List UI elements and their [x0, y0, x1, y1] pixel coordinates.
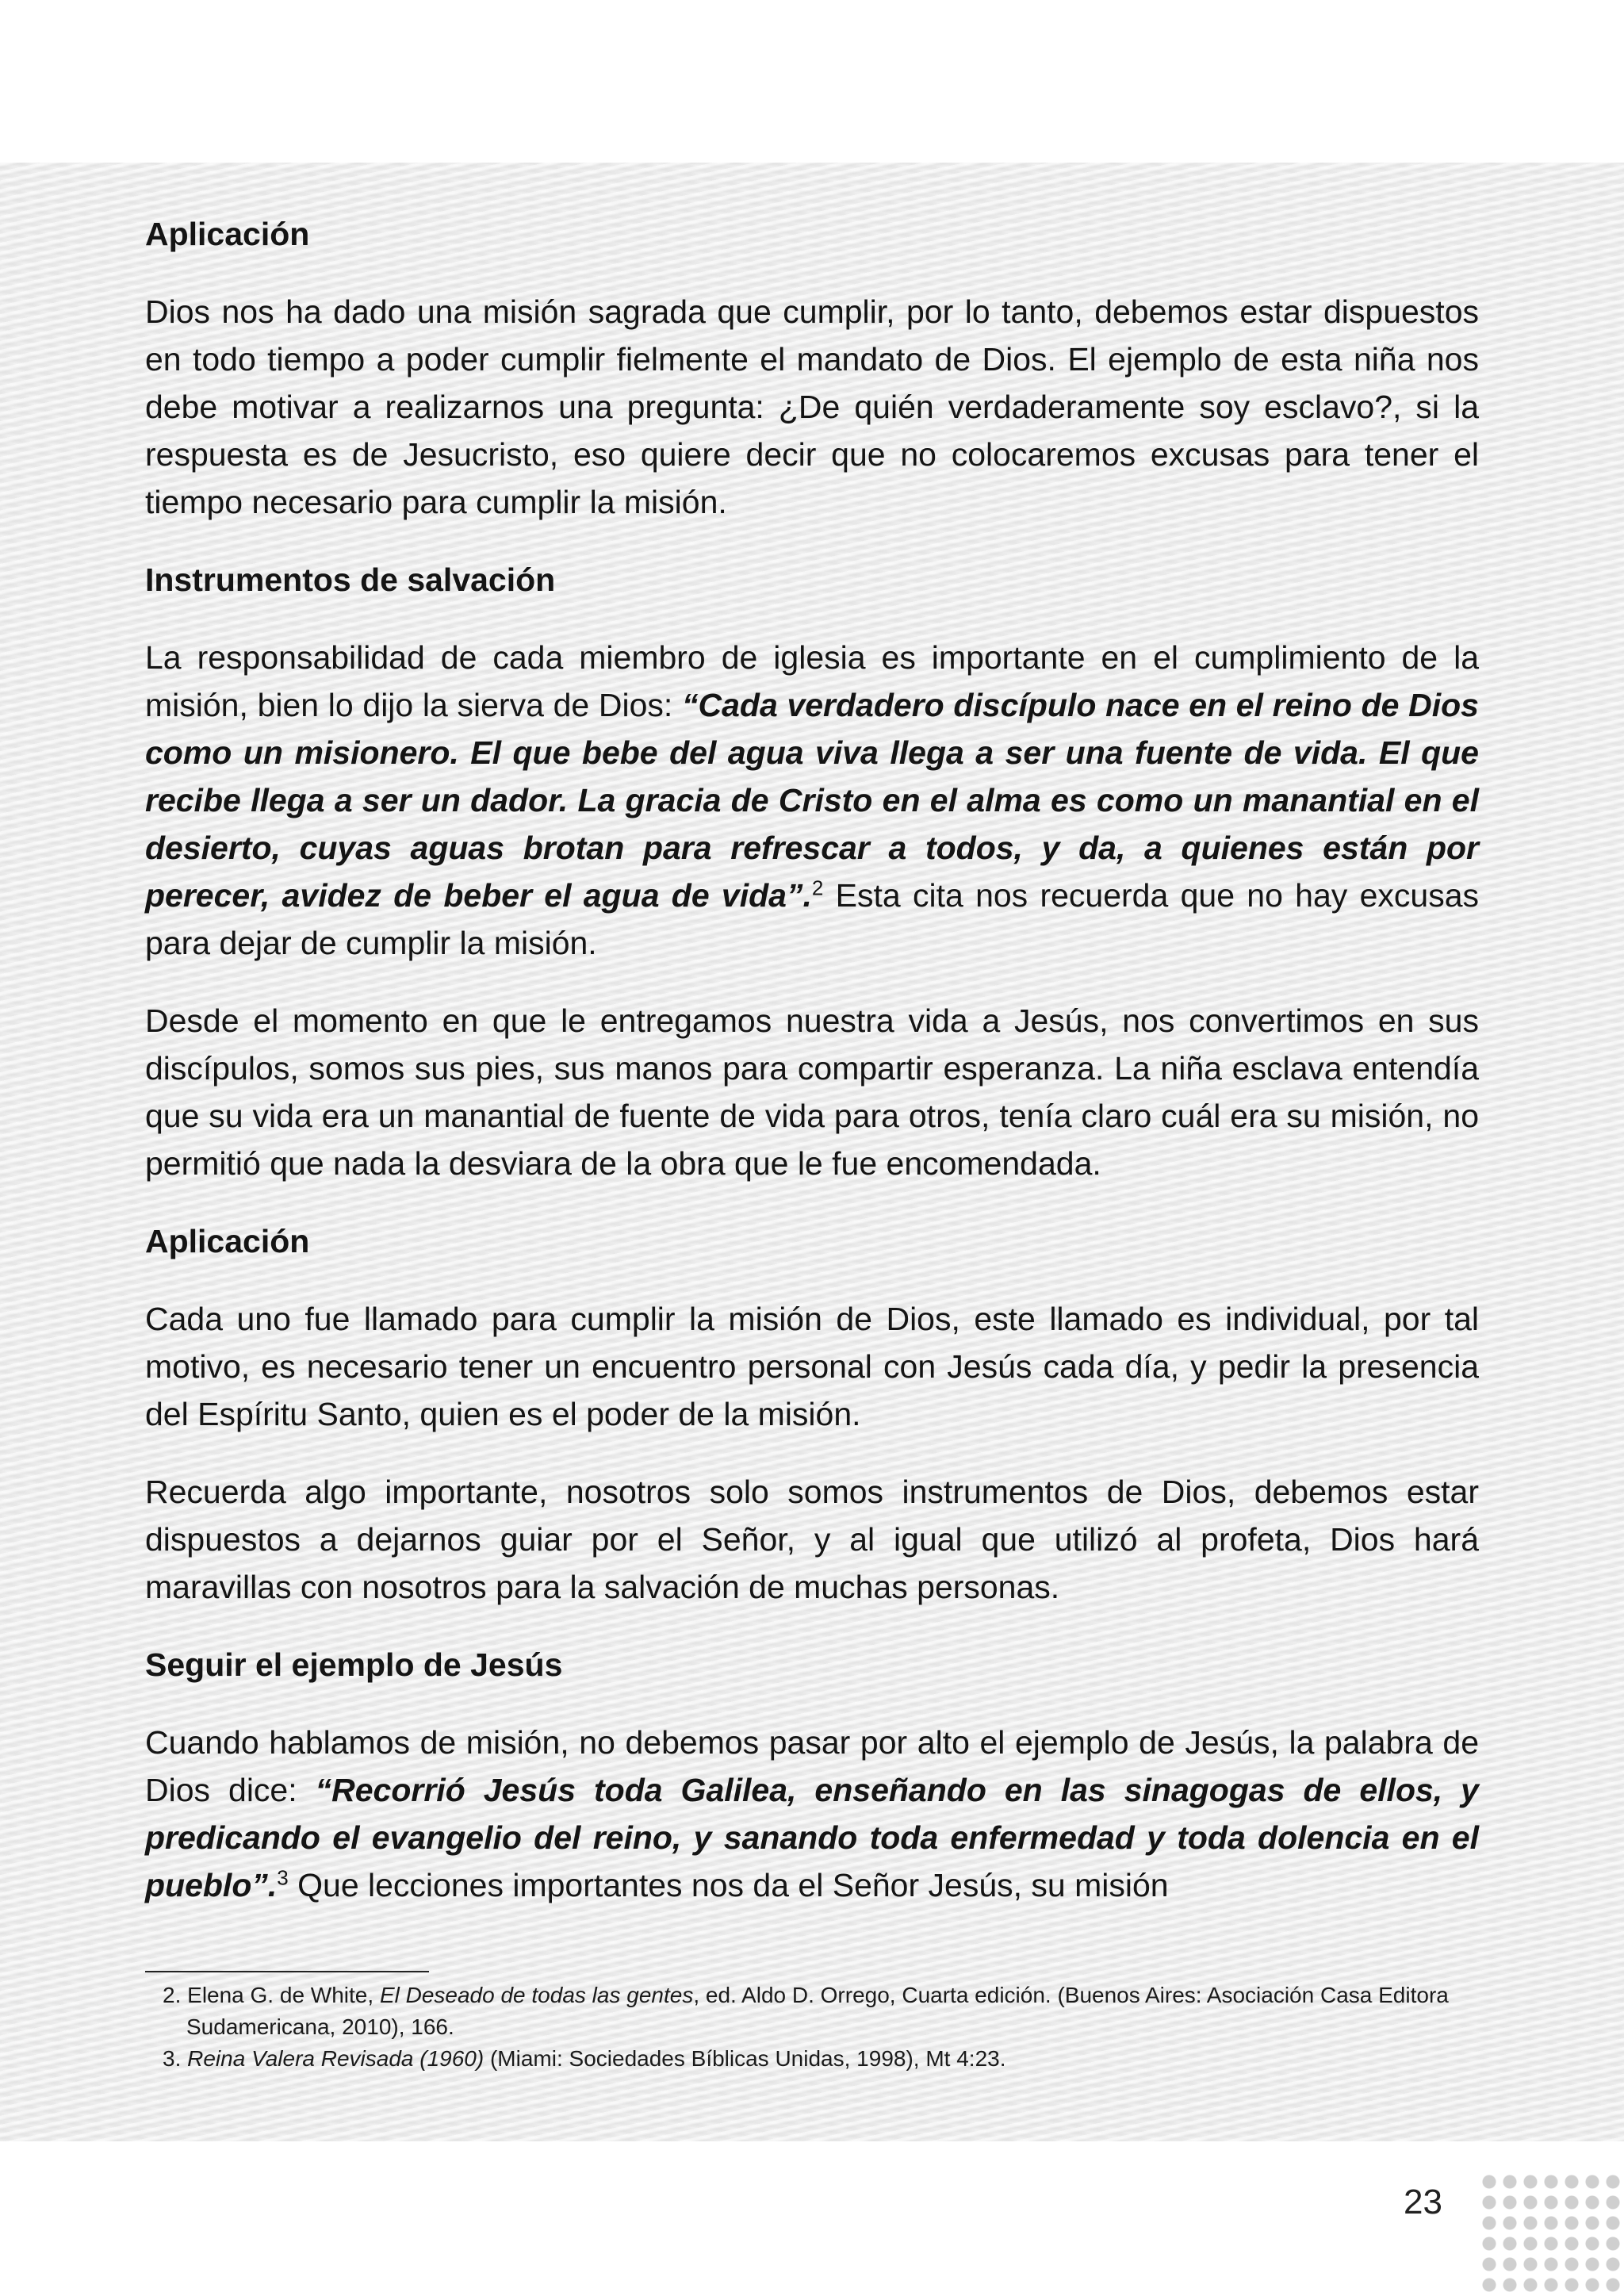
footnote-3 [163, 2043, 1463, 2075]
paragraph-text: Que lecciones importantes nos da el Señor Jesús, su misión [288, 1867, 1169, 1903]
footnote-title: El Deseado de todas las gentes [379, 1983, 694, 2007]
section-heading-seguir-ejemplo: Seguir el ejemplo de Jesús [145, 1646, 563, 1683]
paragraph-instrumentos [145, 1468, 1479, 1611]
footnote-ref-3: 3 [277, 1865, 289, 1890]
footnote-2 [163, 1980, 1463, 2043]
paragraph-text: Cada uno fue llamado para cumplir la misión de Dios, este llamado es individual, por tal motivo, es necesario tener un encuentro personal con Jesús cada día, y pedir la presencia del Espíritu Santo, quien es el poder de la misión. [145, 1301, 1479, 1432]
paragraph-text: La responsabilidad de cada miembro de iglesia es importante en el cumplimiento de la misión, bien lo dijo la sierva de Dios: [145, 639, 1479, 723]
paragraph-responsabilidad [145, 634, 1479, 967]
paragraph-mision-sagrada [145, 288, 1479, 526]
footnotes [163, 1980, 1463, 2075]
section-heading-aplicacion-2: Aplicación [145, 1223, 310, 1259]
quote-mateo: “Recorrió Jesús toda Galilea, enseñando en las sinagogas de ellos, y predicando el evangelio del reino, y sanando toda enfermedad y toda dolencia en el pueblo”. [145, 1772, 1479, 1903]
page-number: 23 [1404, 2183, 1442, 2221]
section-heading-instrumentos: Instrumentos de salvación [145, 562, 556, 598]
footnote-text: Elena G. de White, [181, 1983, 380, 2007]
section-heading-aplicacion-1: Aplicación [145, 216, 310, 252]
paragraph-text: Esta cita nos recuerda que no hay excusas para dejar de cumplir la misión. [145, 877, 1479, 961]
quote-white: “Cada verdadero discípulo nace en el reino de Dios como un misionero. El que bebe del agua viva llega a ser una fuente de vida. El que recibe llega a ser un dador. La gracia de Cristo en el alma es como un manantial en el desierto, cuyas aguas brotan para refrescar a todos, y da, a quienes están por perecer, avidez de beber el agua de vida”. [145, 687, 1479, 914]
paragraph-llamado [145, 1295, 1479, 1438]
footnote-ref-2: 2 [811, 876, 824, 900]
footnote-number: 2. [163, 1983, 182, 2007]
footnote-text: (Miami: Sociedades Bíblicas Unidas, 1998), Mt 4:23. [484, 2046, 1006, 2071]
paragraph-text: Dios nos ha dado una misión sagrada que cumplir, por lo tanto, debemos estar dispuestos en todo tiempo a poder cumplir fielmente el mandato de Dios. El ejemplo de esta niña nos debe motivar a realizarnos una pregunta: ¿De quién verdaderamente soy esclavo?, si la respuesta es de Jesucristo, eso quiere decir que no colocaremos excusas para tener el tiempo necesario para cumplir la misión. [145, 293, 1479, 520]
footnote-title: Reina Valera Revisada (1960) [187, 2046, 485, 2071]
main-text [145, 210, 1479, 1939]
paragraph-text: Desde el momento en que le entregamos nuestra vida a Jesús, nos convertimos en sus discípulos, somos sus pies, sus manos para compartir esperanza. La niña esclava entendía que su vida era un manantial de fuente de vida para otros, tenía claro cuál era su misión, no permitió que nada la desviara de la obra que le fue encomendada. [145, 1002, 1479, 1182]
footnote-number: 3. [163, 2046, 182, 2071]
paragraph-text: Recuerda algo importante, nosotros solo somos instrumentos de Dios, debemos estar dispuestos a dejarnos guiar por el Señor, y al igual que utilizó al profeta, Dios hará maravillas con nosotros para la salvación de muchas personas. [145, 1474, 1479, 1605]
footnote-text [181, 2046, 187, 2071]
paragraph-discipulos [145, 997, 1479, 1187]
paragraph-ejemplo-jesus [145, 1719, 1479, 1909]
decorative-dot-pattern [1479, 2171, 1624, 2296]
footnote-text: , ed. Aldo D. Orrego, Cuarta edición. (Buenos Aires: Asociación Casa Editora Sudamericana, 2010), 166. [186, 1983, 1449, 2039]
paragraph-text: Cuando hablamos de misión, no debemos pasar por alto el ejemplo de Jesús, la palabra de Dios dice: [145, 1724, 1479, 1808]
footnote-divider [145, 1971, 429, 1972]
